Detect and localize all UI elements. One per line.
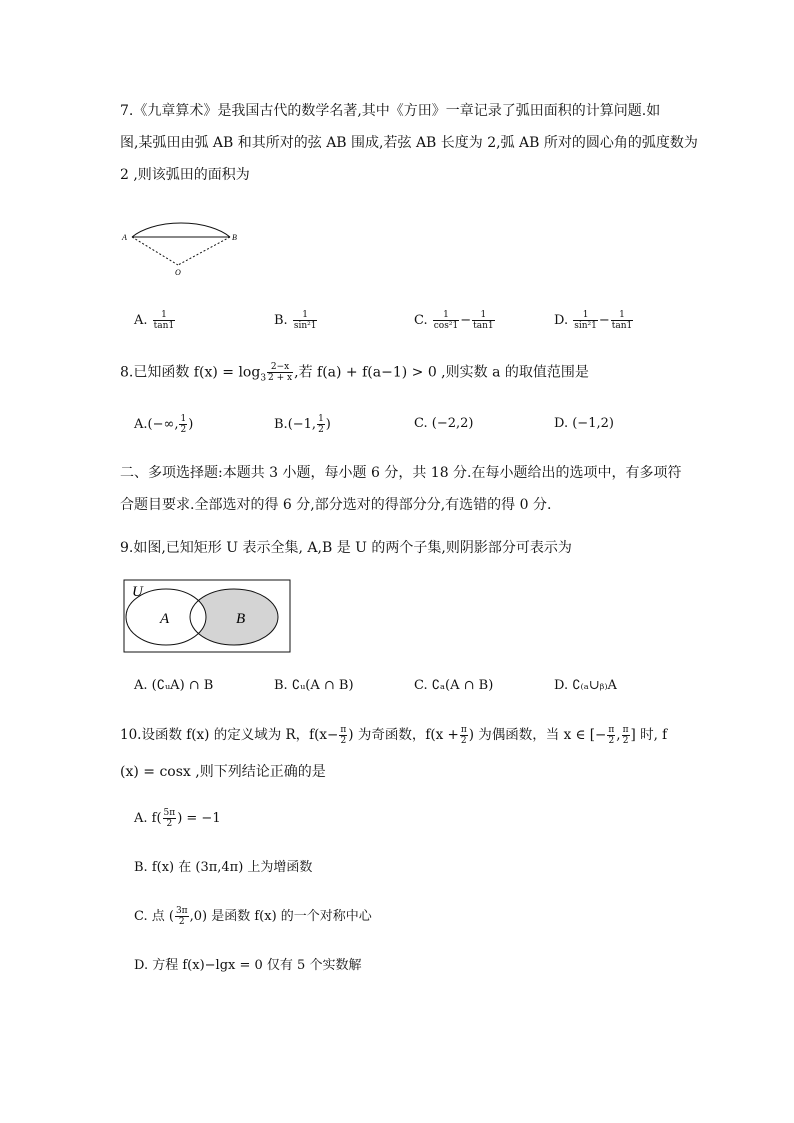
arc-field-figure: [118, 205, 248, 280]
q10-option-b: B. f(x) 在 (3π,4π) 上为增函数: [134, 860, 313, 875]
q10-option-a: A. f( $\frac{5\pi}{2}$ ) = −1: [134, 808, 221, 829]
q10-stem-line2: (x) = cosx ,则下列结论正确的是: [120, 764, 326, 780]
label-set-a: A: [160, 611, 170, 627]
q7-option-d: D. $\frac{1}{\text{sin²1}}$ − $\frac{1}{\tan 1}$: [554, 310, 633, 331]
q9-option-b: B. ∁ᵤ(A ∩ B): [274, 678, 354, 693]
venn-diagram: [122, 578, 294, 656]
q10-option-c: C. 点 ( $\frac{3\pi}{2}$ ,0) 是函数 f(x) 的一个对称中心: [134, 906, 372, 927]
arc-ab: [132, 223, 230, 237]
q9-option-a: A. (∁ᵤA) ∩ B: [134, 678, 214, 693]
q9-stem: 9.如图,已知矩形 U 表示全集, A,B 是 U 的两个子集,则阴影部分可表示为: [120, 540, 572, 556]
q7-line3: 2 ,则该弧田的面积为: [120, 167, 250, 183]
q8-option-a: A.(−∞, $\frac{1}{2}$ ): [134, 414, 194, 435]
radius-ao: [132, 237, 178, 265]
q7-line2: 图,某弧田由弧 AB 和其所对的弦 AB 围成,若弦 AB 长度为 2,弧 AB 所对的圆心角的弧度数为: [120, 135, 698, 151]
label-a: A: [122, 233, 127, 242]
q9-option-d: D. ∁₍ₐ∪ᵦ₎A: [554, 678, 617, 693]
q8-option-b: B.(−1, $\frac{1}{2}$ ): [274, 414, 331, 435]
q7-option-b: B. $\frac{1}{\text{sin²1}}$: [274, 310, 317, 331]
q7-line1: 7.《九章算术》是我国古代的数学名著,其中《方田》一章记录了弧田面积的计算问题.如: [120, 103, 661, 119]
q10-stem-line1: 10.设函数 f(x) 的定义域为 R，f(x− $\frac{\pi}{2}$ ) 为奇函数，f(x + $\frac{\pi}{2}$ ) 为偶函数，当 x ∈ [− $\frac{\pi}{2}$ , $\frac{\pi}{2}$ ] 时, f: [120, 725, 668, 746]
q9-option-c: C. ∁ₐ(A ∩ B): [414, 678, 494, 693]
q7-option-a: A. $\frac{1}{\tan 1}$: [134, 310, 175, 331]
q8-option-d: D. (−1,2): [554, 416, 614, 431]
label-o: O: [175, 268, 181, 277]
q8-stem: 8.已知函数 $f(x) = \log_3$ $\frac{2-x}{2 + x}$ ,若 f(a) + f(a−1) > 0 ,则实数 a 的取值范围是: [120, 362, 589, 384]
q8-option-c: C. (−2,2): [414, 416, 474, 431]
section2-line2: 合题目要求.全部选对的得 6 分,部分选对的得部分分,有选错的得 0 分.: [120, 497, 552, 513]
section2-line1: 二、多项选择题:本题共 3 小题，每小题 6 分，共 18 分.在每小题给出的选项中，有多项符: [120, 465, 682, 481]
q7-option-c: C. $\frac{1}{\text{cos²1}}$ − $\frac{1}{\tan 1}$: [414, 310, 494, 331]
label-set-b: B: [236, 611, 246, 627]
label-u: U: [132, 584, 143, 600]
radius-bo: [178, 237, 230, 265]
label-b: B: [232, 233, 237, 242]
q10-option-d: D. 方程 f(x)−lgx = 0 仅有 5 个实数解: [134, 958, 362, 973]
